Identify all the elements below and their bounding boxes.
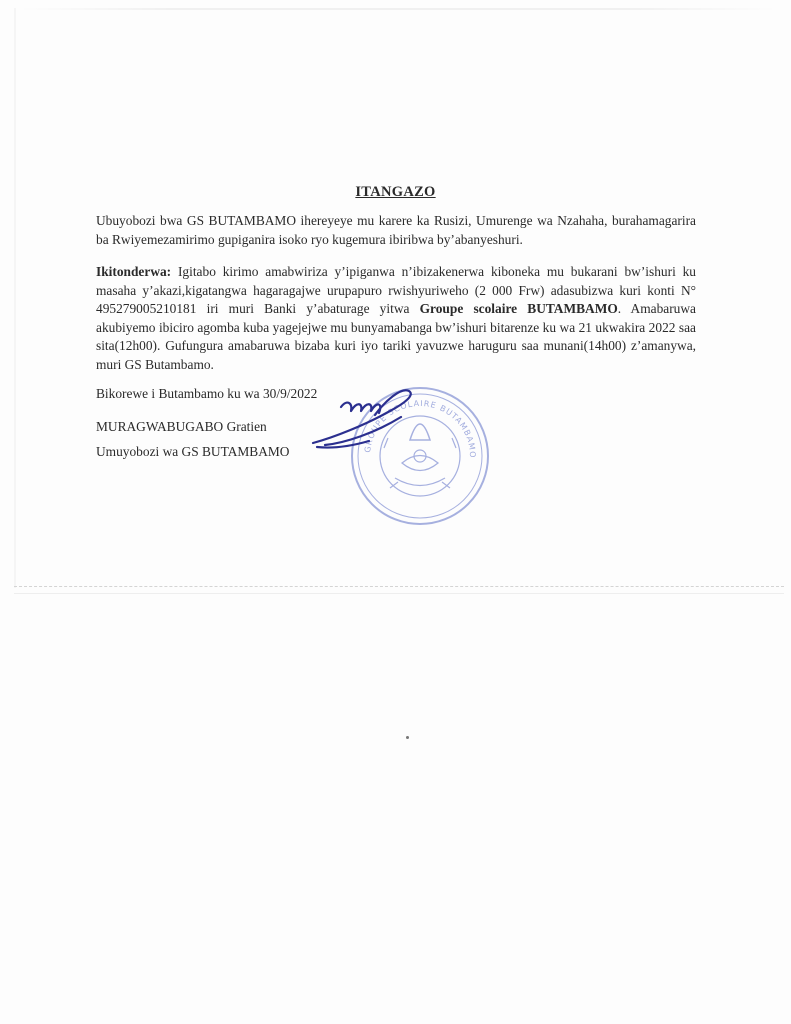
intro-paragraph: Ubuyobozi bwa GS BUTAMBAMO ihereyeye mu karere ka Rusizi, Umurenge wa Nzahaha, burahamagarira ba Rwiyemezamirimo gupiganira isoko ryo kugemura ibiribwa by’abanyeshuri. (96, 213, 696, 247)
page-tear-line (14, 586, 784, 594)
signatory-role: Umuyobozi wa GS BUTAMBAMO (96, 444, 290, 459)
notice-label: Ikitonderwa: (96, 264, 172, 279)
document-title: ITANGAZO (355, 184, 436, 200)
date-line: Bikorewe i Butambamo ku wa 30/9/2022 (96, 386, 318, 401)
signatory-name: MURAGWABUGABO Gratien (96, 419, 267, 434)
signature-icon (305, 385, 425, 455)
paper-left-edge (14, 8, 16, 588)
scan-speck (406, 736, 409, 739)
school-name-bold: Groupe scolaire BUTAMBAMO (419, 301, 618, 317)
stamp-text: GROUPE SCOLAIRE BUTAMBAMO (363, 398, 478, 459)
notice-text-part2: . Amabaruwa akubiyemo ibiciro agomba kuba yagejejwe mu bunyamabanga bw’ishuri bitarenze ku wa 21 ukwakira 2022 saa sita(12h00). Gufungura amabaruwa bizaba kuri iyo tariki yavuzwe haruguru saa munani(14h00) z’amanywa, muri GS Butambamo. (96, 301, 696, 372)
notice-text-part1: Igitabo kirimo amabwiriza y’ipiganwa n’ibizakenerwa kiboneka mu bukarani bw’ishuri ku masaha y’akazi,kigatangwa hagaragajwe urupapuro rwishyuriweho (2 000 Frw) adasubizwa kuri konti N° 495279005210181 iri muri Banki y’abaturage yitwa (96, 264, 696, 317)
paper-top-edge (18, 8, 778, 10)
notice-paragraph (96, 263, 696, 375)
